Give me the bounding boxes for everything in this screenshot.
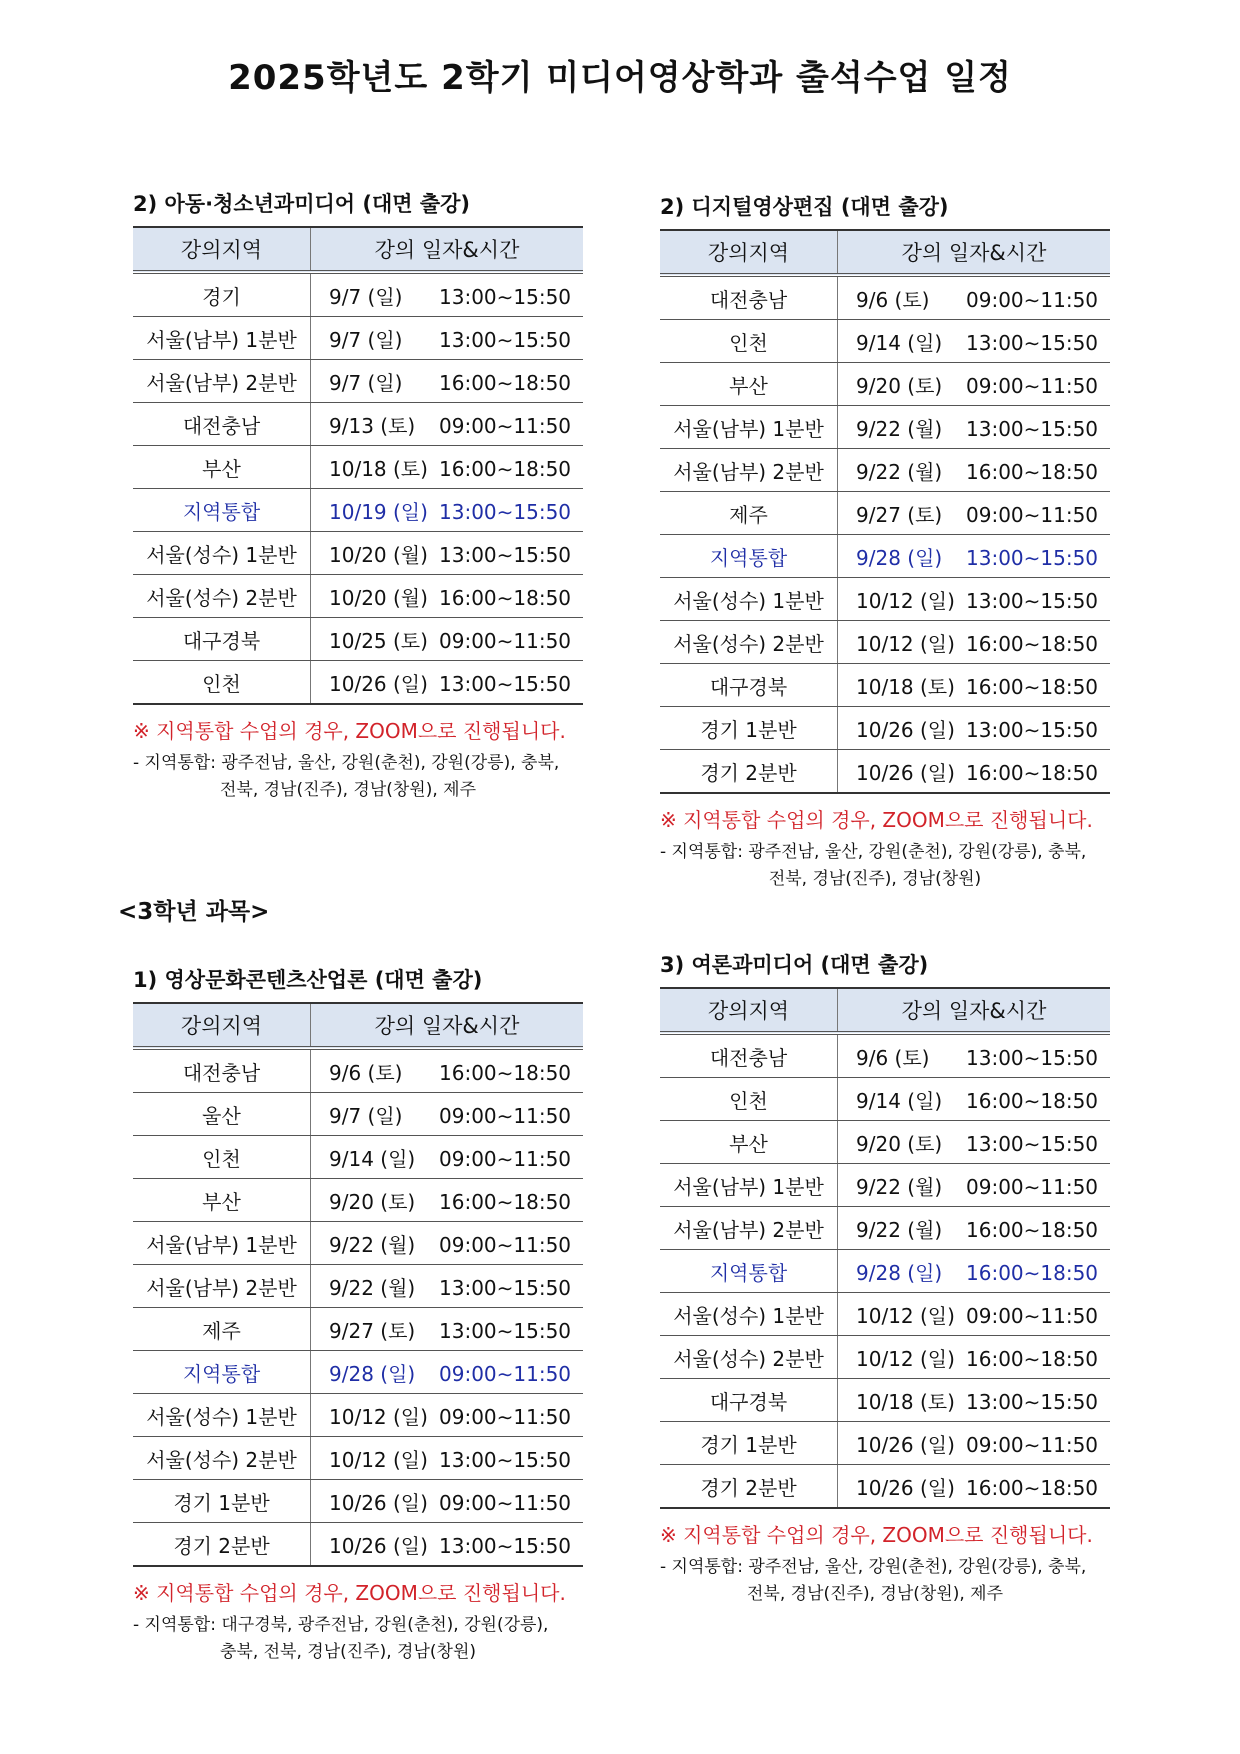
cell-time: 09:00∼11:50 (439, 628, 572, 653)
cell-datetime (838, 621, 1111, 664)
cell-datetime (311, 1265, 584, 1308)
cell-time: 16:00∼18:50 (439, 1189, 572, 1214)
cell-region: 대구경북 (133, 618, 311, 661)
cell-time: 09:00∼11:50 (439, 413, 572, 438)
table-row (660, 535, 1110, 578)
cell-time: 16:00∼18:50 (966, 631, 1099, 656)
cell-date: 10/26 (일) (329, 1533, 428, 1558)
note-line-2: 충북, 전북, 경남(진주), 경남(창원) (219, 1642, 477, 1662)
cell-datetime (311, 1480, 584, 1523)
cell-date: 10/18 (토) (856, 674, 955, 699)
cell-region: 지역통합 (133, 1351, 311, 1394)
cell-time: 16:00∼18:50 (966, 1088, 1099, 1113)
cell-date: 9/14 (일) (329, 1146, 416, 1171)
table-row (660, 621, 1110, 664)
cell-date: 9/22 (월) (856, 459, 943, 484)
table-row (133, 403, 583, 446)
cell-datetime (311, 1394, 584, 1437)
region-merge-note (660, 1554, 1110, 1608)
section-child-youth-media (133, 188, 583, 804)
cell-datetime (311, 1308, 584, 1351)
zoom-notice: ※ 지역통합 수업의 경우, ZOOM으로 진행됩니다. (133, 719, 566, 743)
cell-region: 지역통합 (133, 489, 311, 532)
cell-time: 13:00∼15:50 (966, 588, 1099, 613)
cell-region: 서울(남부) 1분반 (660, 1164, 838, 1207)
cell-datetime (838, 1207, 1111, 1250)
cell-datetime (838, 406, 1111, 449)
cell-date: 10/20 (월) (329, 585, 428, 610)
table-row (660, 406, 1110, 449)
cell-date: 10/12 (일) (329, 1404, 428, 1429)
cell-time: 13:00∼15:50 (439, 671, 572, 696)
cell-time: 13:00∼15:50 (439, 542, 572, 567)
schedule-table (660, 987, 1110, 1509)
cell-date: 9/22 (월) (329, 1275, 416, 1300)
cell-time: 13:00∼15:50 (966, 717, 1099, 742)
cell-datetime (311, 446, 584, 489)
cell-time: 16:00∼18:50 (439, 456, 572, 481)
cell-time: 13:00∼15:50 (966, 545, 1099, 570)
cell-datetime (838, 320, 1111, 363)
cell-datetime (311, 532, 584, 575)
cell-region: 부산 (660, 1121, 838, 1164)
cell-time: 09:00∼11:50 (966, 1432, 1099, 1457)
cell-date: 9/27 (토) (856, 502, 943, 527)
cell-date: 10/26 (일) (856, 1432, 955, 1457)
cell-date: 9/6 (토) (329, 1060, 403, 1085)
cell-date: 9/20 (토) (856, 373, 943, 398)
note-line-2: 전북, 경남(진주), 경남(창원), 제주 (219, 780, 477, 800)
page-title: 2025학년도 2학기 미디어영상학과 출석수업 일정 (228, 58, 1012, 98)
cell-datetime (838, 1078, 1111, 1121)
zoom-notice: ※ 지역통합 수업의 경우, ZOOM으로 진행됩니다. (660, 808, 1093, 832)
table-row (660, 1250, 1110, 1293)
cell-time: 16:00∼18:50 (966, 760, 1099, 785)
cell-date: 10/19 (일) (329, 499, 428, 524)
schedule-table (660, 229, 1110, 794)
cell-time: 16:00∼18:50 (966, 674, 1099, 699)
cell-datetime (838, 664, 1111, 707)
cell-datetime (311, 1179, 584, 1222)
table-row (660, 275, 1110, 320)
cell-datetime (838, 1121, 1111, 1164)
cell-time: 16:00∼18:50 (966, 1217, 1099, 1242)
cell-time: 13:00∼15:50 (966, 416, 1099, 441)
header-region: 강의지역 (660, 230, 838, 275)
table-row (133, 1093, 583, 1136)
cell-time: 13:00∼15:50 (439, 499, 572, 524)
cell-date: 9/7 (일) (329, 327, 403, 352)
table-row (660, 1121, 1110, 1164)
table-header-row (133, 227, 583, 272)
cell-date: 10/12 (일) (329, 1447, 428, 1472)
cell-date: 10/12 (일) (856, 588, 955, 613)
cell-date: 9/7 (일) (329, 284, 403, 309)
region-merge-note (660, 839, 1110, 893)
cell-date: 9/13 (토) (329, 413, 416, 438)
cell-time: 09:00∼11:50 (439, 1146, 572, 1171)
cell-date: 9/6 (토) (856, 1045, 930, 1070)
cell-time: 13:00∼15:50 (966, 330, 1099, 355)
section-title: 1) 영상문화콘텐츠산업론 (대면 출강) (133, 968, 483, 992)
cell-region: 서울(성수) 1분반 (660, 578, 838, 621)
cell-datetime (311, 1136, 584, 1179)
cell-date: 9/6 (토) (856, 287, 930, 312)
note-line-2: 전북, 경남(진주), 경남(창원) (768, 869, 982, 889)
section-public-opinion-media (660, 949, 1110, 1608)
cell-date: 9/20 (토) (856, 1131, 943, 1156)
table-row (660, 1336, 1110, 1379)
table-row (133, 1136, 583, 1179)
cell-time: 13:00∼15:50 (439, 1318, 572, 1343)
table-row (133, 1351, 583, 1394)
note-line-2: 전북, 경남(진주), 경남(창원), 제주 (746, 1584, 1004, 1604)
cell-region: 서울(남부) 2분반 (660, 1207, 838, 1250)
header-datetime: 강의 일자&시간 (311, 227, 584, 272)
note-line-1: - 지역통합: 광주전남, 울산, 강원(춘천), 강원(강릉), 충북, (660, 842, 1087, 862)
table-row (660, 1293, 1110, 1336)
cell-region: 서울(남부) 2분반 (133, 1265, 311, 1308)
cell-datetime (311, 661, 584, 705)
cell-date: 9/14 (일) (856, 1088, 943, 1113)
zoom-notice: ※ 지역통합 수업의 경우, ZOOM으로 진행됩니다. (133, 1581, 566, 1605)
cell-time: 09:00∼11:50 (966, 373, 1099, 398)
cell-time: 13:00∼15:50 (966, 1045, 1099, 1070)
cell-datetime (838, 275, 1111, 320)
cell-time: 09:00∼11:50 (439, 1361, 572, 1386)
cell-region: 부산 (133, 446, 311, 489)
cell-datetime (838, 578, 1111, 621)
cell-region: 대전충남 (660, 1033, 838, 1078)
cell-datetime (311, 1351, 584, 1394)
cell-date: 10/18 (토) (856, 1389, 955, 1414)
cell-date: 9/20 (토) (329, 1189, 416, 1214)
cell-time: 13:00∼15:50 (966, 1389, 1099, 1414)
table-row (133, 1437, 583, 1480)
table-row (133, 1179, 583, 1222)
cell-region: 제주 (660, 492, 838, 535)
table-header-row (660, 988, 1110, 1033)
cell-region: 서울(성수) 2분반 (133, 1437, 311, 1480)
table-header-row (133, 1003, 583, 1048)
cell-region: 경기 (133, 272, 311, 317)
table-row (660, 664, 1110, 707)
cell-date: 9/22 (월) (856, 1174, 943, 1199)
cell-datetime (838, 1293, 1111, 1336)
cell-datetime (311, 1222, 584, 1265)
cell-date: 10/26 (일) (856, 717, 955, 742)
cell-datetime (838, 1250, 1111, 1293)
region-merge-note (133, 1612, 583, 1666)
cell-datetime (311, 360, 584, 403)
section-title: 3) 여론과미디어 (대면 출강) (660, 953, 929, 977)
cell-time: 09:00∼11:50 (966, 502, 1099, 527)
cell-region: 제주 (133, 1308, 311, 1351)
cell-datetime (838, 1422, 1111, 1465)
cell-time: 13:00∼15:50 (439, 1533, 572, 1558)
cell-region: 경기 2분반 (133, 1523, 311, 1567)
cell-date: 10/12 (일) (856, 1346, 955, 1371)
cell-region: 대전충남 (660, 275, 838, 320)
table-row (660, 1207, 1110, 1250)
cell-date: 10/26 (일) (856, 1475, 955, 1500)
cell-date: 9/27 (토) (329, 1318, 416, 1343)
cell-datetime (838, 449, 1111, 492)
cell-date: 10/25 (토) (329, 628, 428, 653)
cell-region: 서울(성수) 2분반 (133, 575, 311, 618)
cell-time: 13:00∼15:50 (439, 1447, 572, 1472)
section-digital-video-editing (660, 191, 1110, 893)
table-row (660, 1422, 1110, 1465)
cell-datetime (838, 535, 1111, 578)
cell-region: 경기 2분반 (660, 1465, 838, 1509)
cell-region: 서울(남부) 1분반 (660, 406, 838, 449)
cell-region: 서울(남부) 1분반 (133, 1222, 311, 1265)
table-row (660, 1379, 1110, 1422)
header-datetime: 강의 일자&시간 (838, 230, 1111, 275)
table-row (133, 1308, 583, 1351)
header-datetime: 강의 일자&시간 (311, 1003, 584, 1048)
cell-date: 9/22 (월) (856, 1217, 943, 1242)
cell-time: 13:00∼15:50 (439, 1275, 572, 1300)
cell-region: 서울(성수) 1분반 (660, 1293, 838, 1336)
table-row (133, 1480, 583, 1523)
cell-date: 10/20 (월) (329, 542, 428, 567)
header-region: 강의지역 (133, 1003, 311, 1048)
table-row (660, 707, 1110, 750)
table-row (660, 1033, 1110, 1078)
cell-region: 대구경북 (660, 1379, 838, 1422)
cell-datetime (838, 707, 1111, 750)
cell-time: 09:00∼11:50 (439, 1404, 572, 1429)
cell-date: 9/22 (월) (329, 1232, 416, 1257)
cell-region: 인천 (660, 1078, 838, 1121)
section-video-culture-content-industry (133, 964, 583, 1666)
cell-date: 9/28 (일) (329, 1361, 416, 1386)
table-row (133, 1523, 583, 1567)
table-row (133, 272, 583, 317)
table-row (660, 363, 1110, 406)
cell-region: 서울(성수) 2분반 (660, 621, 838, 664)
cell-region: 부산 (660, 363, 838, 406)
grade3-heading: <3학년 과목> (118, 899, 270, 925)
cell-date: 9/28 (일) (856, 545, 943, 570)
cell-region: 서울(성수) 1분반 (133, 532, 311, 575)
region-merge-note (133, 750, 583, 804)
header-datetime: 강의 일자&시간 (838, 988, 1111, 1033)
table-row (660, 1465, 1110, 1509)
cell-time: 09:00∼11:50 (966, 287, 1099, 312)
schedule-table (133, 226, 583, 705)
cell-time: 09:00∼11:50 (966, 1303, 1099, 1328)
table-header-row (660, 230, 1110, 275)
cell-date: 10/26 (일) (329, 671, 428, 696)
cell-date: 10/12 (일) (856, 1303, 955, 1328)
cell-time: 13:00∼15:50 (966, 1131, 1099, 1156)
table-row (133, 618, 583, 661)
cell-date: 10/18 (토) (329, 456, 428, 481)
cell-datetime (311, 489, 584, 532)
cell-region: 서울(남부) 1분반 (133, 317, 311, 360)
cell-time: 13:00∼15:50 (439, 284, 572, 309)
cell-date: 10/12 (일) (856, 631, 955, 656)
cell-datetime (311, 1048, 584, 1093)
cell-datetime (838, 1164, 1111, 1207)
table-row (133, 1222, 583, 1265)
cell-datetime (311, 317, 584, 360)
cell-region: 인천 (133, 661, 311, 705)
cell-datetime (311, 575, 584, 618)
note-line-1: - 지역통합: 대구경북, 광주전남, 강원(춘천), 강원(강릉), (133, 1615, 549, 1635)
cell-datetime (838, 363, 1111, 406)
cell-region: 경기 1분반 (660, 1422, 838, 1465)
zoom-notice: ※ 지역통합 수업의 경우, ZOOM으로 진행됩니다. (660, 1523, 1093, 1547)
cell-date: 9/7 (일) (329, 1103, 403, 1128)
cell-region: 서울(성수) 2분반 (660, 1336, 838, 1379)
cell-datetime (311, 1093, 584, 1136)
table-row (133, 360, 583, 403)
cell-date: 10/26 (일) (856, 760, 955, 785)
cell-datetime (311, 272, 584, 317)
table-row (133, 317, 583, 360)
header-region: 강의지역 (133, 227, 311, 272)
table-row (133, 532, 583, 575)
table-row (660, 449, 1110, 492)
note-line-1: - 지역통합: 광주전남, 울산, 강원(춘천), 강원(강릉), 충북, (133, 753, 560, 773)
cell-time: 16:00∼18:50 (966, 1475, 1099, 1500)
cell-region: 서울(남부) 2분반 (133, 360, 311, 403)
cell-date: 9/28 (일) (856, 1260, 943, 1285)
table-row (660, 1078, 1110, 1121)
cell-time: 16:00∼18:50 (439, 585, 572, 610)
cell-time: 16:00∼18:50 (966, 1260, 1099, 1285)
cell-region: 대구경북 (660, 664, 838, 707)
table-row (133, 1048, 583, 1093)
cell-date: 10/26 (일) (329, 1490, 428, 1515)
table-row (660, 750, 1110, 794)
table-row (133, 1265, 583, 1308)
table-row (660, 578, 1110, 621)
cell-datetime (838, 1465, 1111, 1509)
cell-date: 9/14 (일) (856, 330, 943, 355)
cell-datetime (311, 1523, 584, 1567)
cell-region: 서울(성수) 1분반 (133, 1394, 311, 1437)
table-row (133, 1394, 583, 1437)
cell-time: 16:00∼18:50 (966, 459, 1099, 484)
cell-datetime (838, 1336, 1111, 1379)
table-row (133, 489, 583, 532)
table-row (660, 320, 1110, 363)
cell-datetime (838, 1033, 1111, 1078)
table-row (660, 492, 1110, 535)
cell-datetime (311, 403, 584, 446)
cell-time: 13:00∼15:50 (439, 327, 572, 352)
cell-region: 대전충남 (133, 403, 311, 446)
cell-datetime (838, 750, 1111, 794)
cell-time: 09:00∼11:50 (439, 1232, 572, 1257)
cell-region: 인천 (660, 320, 838, 363)
cell-date: 9/7 (일) (329, 370, 403, 395)
section-title: 2) 아동·청소년과미디어 (대면 출강) (133, 192, 471, 216)
cell-region: 경기 1분반 (660, 707, 838, 750)
cell-datetime (838, 492, 1111, 535)
section-title: 2) 디지털영상편집 (대면 출강) (660, 195, 949, 219)
cell-region: 지역통합 (660, 1250, 838, 1293)
cell-time: 09:00∼11:50 (439, 1490, 572, 1515)
table-row (133, 446, 583, 489)
cell-region: 인천 (133, 1136, 311, 1179)
schedule-table (133, 1002, 583, 1567)
cell-time: 09:00∼11:50 (966, 1174, 1099, 1199)
table-row (660, 1164, 1110, 1207)
cell-region: 경기 1분반 (133, 1480, 311, 1523)
cell-region: 부산 (133, 1179, 311, 1222)
cell-region: 경기 2분반 (660, 750, 838, 794)
cell-region: 대전충남 (133, 1048, 311, 1093)
cell-time: 16:00∼18:50 (439, 1060, 572, 1085)
note-line-1: - 지역통합: 광주전남, 울산, 강원(춘천), 강원(강릉), 충북, (660, 1557, 1087, 1577)
cell-region: 지역통합 (660, 535, 838, 578)
table-row (133, 661, 583, 705)
cell-date: 9/22 (월) (856, 416, 943, 441)
cell-region: 울산 (133, 1093, 311, 1136)
table-row (133, 575, 583, 618)
cell-datetime (311, 1437, 584, 1480)
header-region: 강의지역 (660, 988, 838, 1033)
cell-time: 09:00∼11:50 (439, 1103, 572, 1128)
cell-datetime (838, 1379, 1111, 1422)
cell-region: 서울(남부) 2분반 (660, 449, 838, 492)
cell-time: 16:00∼18:50 (439, 370, 572, 395)
cell-datetime (311, 618, 584, 661)
cell-time: 16:00∼18:50 (966, 1346, 1099, 1371)
